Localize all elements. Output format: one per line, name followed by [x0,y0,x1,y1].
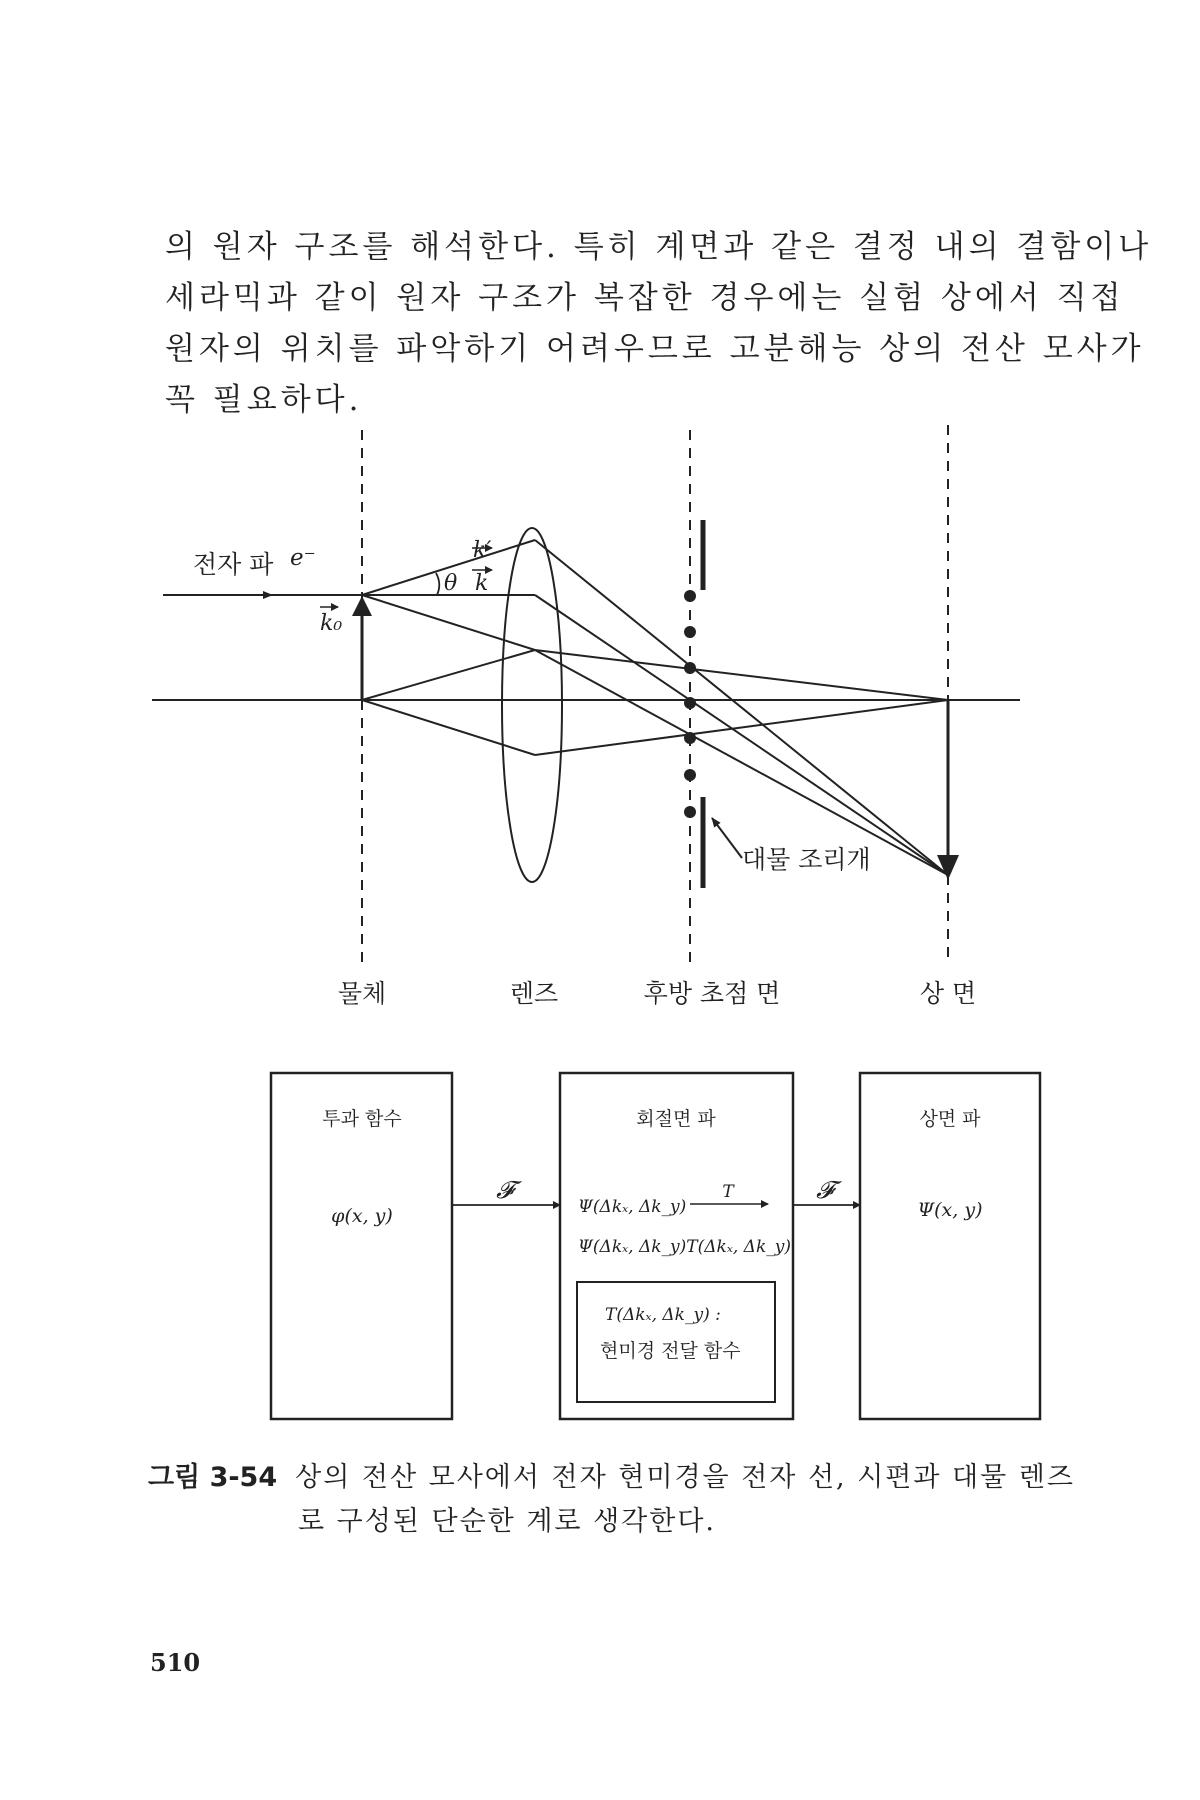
aperture-label: 대물 조리개 [742,845,871,874]
paragraph-line: 원자의 위치를 파악하기 어려우므로 고분해능 상의 전산 모사가 [165,331,1145,367]
box2-title: 회절면 파 [636,1108,716,1130]
caption-line-2: 로 구성된 단순한 계로 생각한다. [298,1506,716,1537]
block-diagram-labels [322,1108,982,1362]
diffraction-spot [684,662,696,674]
theta-arc [436,573,439,595]
inner-box-formula: T(Δkₓ, Δk_y) : [605,1305,721,1325]
fourier-label-1: 𝓕 [496,1176,514,1204]
page-number: 510 [150,1648,201,1677]
ray-diagram [152,425,1020,965]
diffraction-spot [684,806,696,818]
object-plane-label: 물체 [337,979,387,1008]
diffraction-spot [684,732,696,744]
image-plane-label: 상 면 [919,979,977,1008]
ray [535,595,948,875]
k-prime-label: k′ [473,538,492,563]
ray [535,650,948,875]
inner-box-label: 현미경 전달 함수 [600,1340,741,1362]
box1-title: 투과 함수 [322,1108,402,1130]
box2-formula-2: Ψ(Δkₓ, Δk_y)T(Δkₓ, Δk_y) [578,1237,791,1257]
caption-label: 그림 3-54 [148,1462,278,1493]
diffraction-spot [684,590,696,602]
objective-lens [502,528,562,882]
paragraph-line: 꼭 필요하다. [165,382,363,418]
paragraph-line: 의 원자 구조를 해석한다. 특히 계면과 같은 결정 내의 결함이나 [165,229,1153,265]
k-label: k [475,571,489,596]
ray-diagram-labels [193,538,976,1008]
back-focal-plane-label: 후방 초점 면 [643,979,781,1008]
object-arrowhead [352,596,372,616]
figure-caption [148,1456,1075,1544]
incident-wave-label: 전자 파 [193,550,274,579]
transfer-arrow-label: T [722,1182,734,1202]
box3-title: 상면 파 [919,1108,981,1130]
ray [362,700,535,755]
theta-label: θ [444,571,458,596]
diffraction-spot [684,769,696,781]
caption-line-1 [148,1456,1075,1500]
caption-text-1: 상의 전산 모사에서 전자 현미경을 전자 선, 시편과 대물 렌즈 [295,1462,1075,1493]
diffraction-spots [684,590,696,818]
box3-formula: Ψ(x, y) [917,1199,983,1221]
ray [362,595,535,650]
k0-label: k₀ [320,611,343,636]
aperture-pointer [712,818,742,858]
diffraction-spot [684,626,696,638]
lens-label: 렌즈 [509,979,559,1008]
fourier-label-2: 𝓕 [816,1176,834,1204]
electron-symbol: e⁻ [290,545,316,571]
box1-formula: φ(x, y) [331,1205,393,1227]
paragraph-line: 세라믹과 같이 원자 구조가 복잡한 경우에는 실험 상에서 직접 [165,280,1125,316]
diffraction-spot [684,697,696,709]
ray [362,650,535,700]
box2-formula-1: Ψ(Δkₓ, Δk_y) [578,1197,687,1217]
ray [535,650,948,700]
